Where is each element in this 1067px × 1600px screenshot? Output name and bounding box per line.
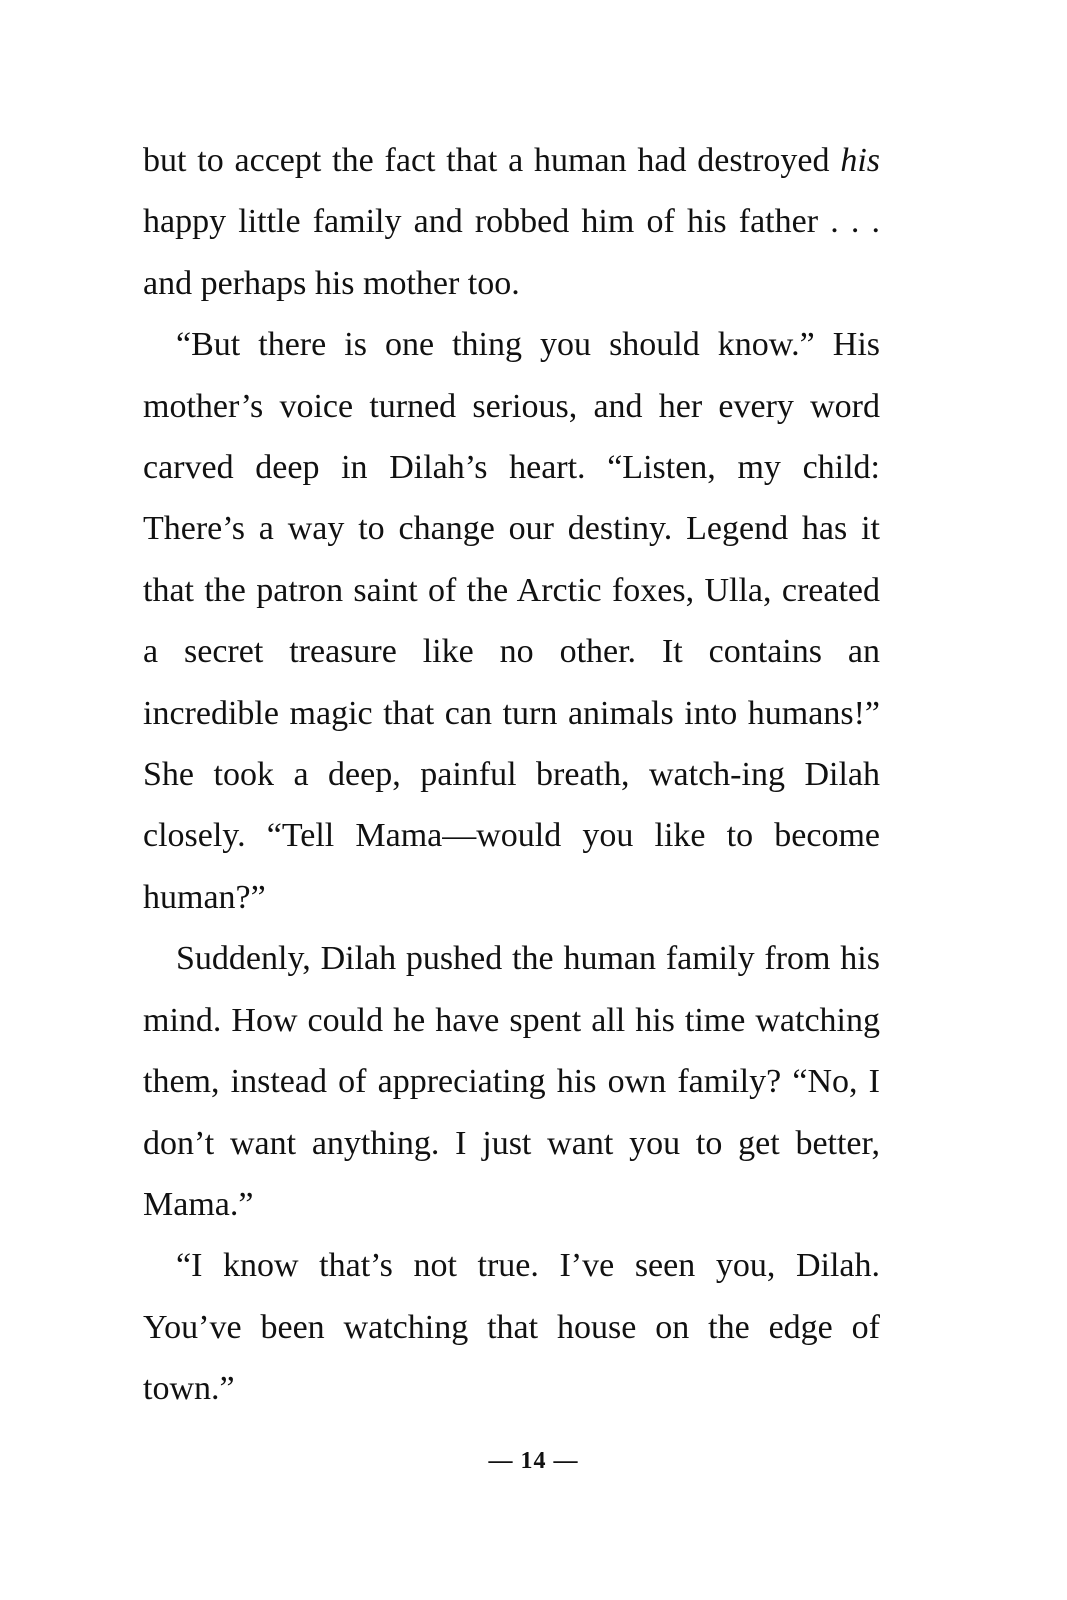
- paragraph-3: Suddenly, Dilah pushed the human family from his mind. How could he have spent all his time watching them, instead of appreciating his own family? “No, I don’t want anything. I just want you to get better, Mama.”: [143, 940, 880, 1223]
- emphasized-word: his: [840, 142, 880, 179]
- body-text: [143, 130, 880, 1420]
- paragraph-1-text-before: but to accept the fact that a human had destroyed: [143, 142, 841, 179]
- paragraph-2: “But there is one thing you should know.” His mother’s voice turned serious, and her every word carved deep in Dilah’s heart. “Listen, my child: There’s a way to change our destiny. Legend has it that the patron saint of the Arctic foxes, Ulla, created a secret treasure like no other. It contains an incredible magic that can turn animals into humans!” She took a deep, painful breath, watch-ing Dilah closely. “Tell Mama—would you like to become human?”: [143, 326, 880, 916]
- page-number: — 14 —: [488, 1448, 579, 1474]
- paragraph-1-text-after: happy little family and robbed him of his father . . . and perhaps his mother too.: [143, 203, 880, 302]
- paragraph-4: “I know that’s not true. I’ve seen you, Dilah. You’ve been watching that house on the edge of town.”: [143, 1247, 880, 1408]
- paragraph-1: [143, 130, 880, 314]
